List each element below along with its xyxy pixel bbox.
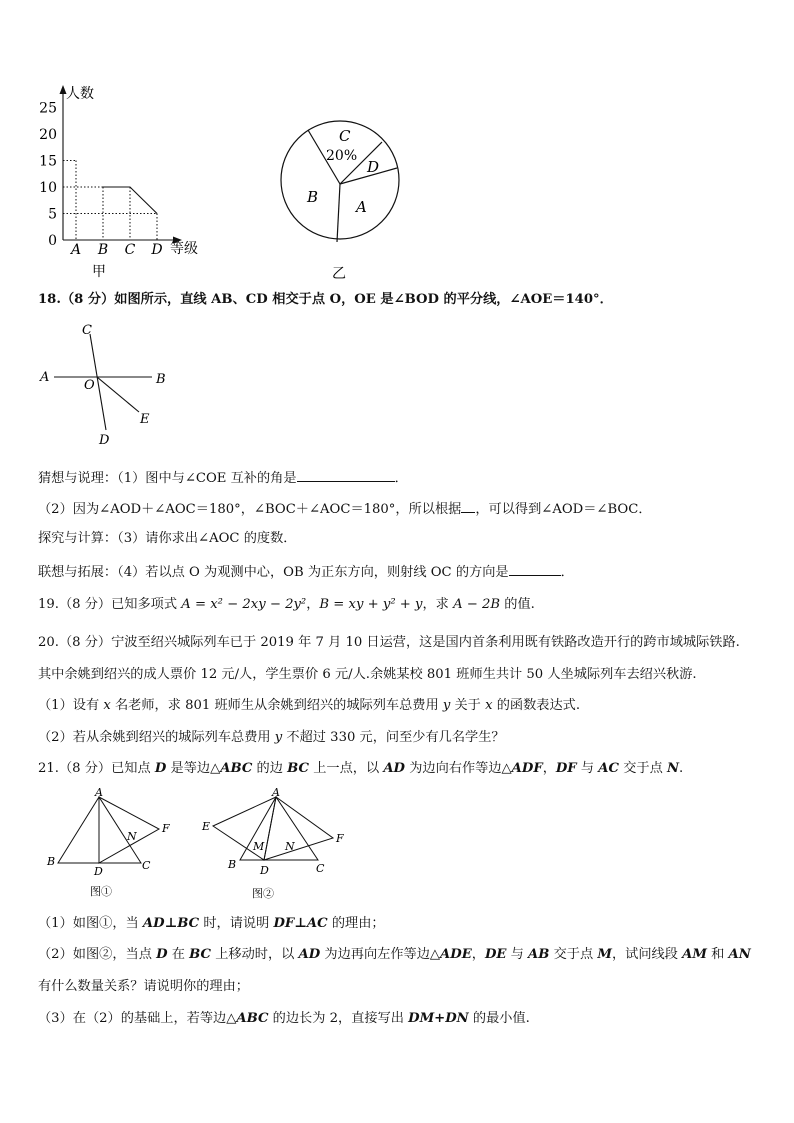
point-label-c: C xyxy=(82,323,92,338)
y-axis-label: 人数 xyxy=(66,86,94,102)
x-category-label: A xyxy=(70,242,82,258)
chart-yi xyxy=(270,118,410,288)
q18-part3: 探究与计算：（3）请你求出∠AOC 的度数． xyxy=(38,531,297,546)
y-tick-label: 0 xyxy=(48,233,57,249)
answer-blank-3 xyxy=(509,562,561,576)
chart-yi-caption: 乙 xyxy=(332,266,346,282)
y-tick-label: 25 xyxy=(39,100,57,117)
q18-part4: 联想与拓展：（4）若以点 O 为观测中心，OB 为正东方向，则射线 OC 的方向是 ． xyxy=(38,562,574,582)
q21-stem: 21.（8 分）已知点 D 是等边△ABC 的边 BC 上一点，以 AD 为边向右作等边△ADF，DF 与 AC 交于点 N. xyxy=(38,761,684,776)
chart-jia xyxy=(30,80,220,290)
q18-stem: 18.（8 分）如图所示，直线 AB、CD 相交于点 O，OE 是∠BOD 的平分线，∠AOE＝140°． xyxy=(38,292,613,307)
answer-blank-1 xyxy=(297,468,395,482)
fig1-caption: 图① xyxy=(90,885,112,898)
q21-part3: （3）在（2）的基础上，若等边△ABC 的边长为 2，直接写出 DM+DN 的最小值. xyxy=(38,1011,530,1026)
q20-part1: （1）设有 x 名老师，求 801 班师生从余姚到绍兴的城际列车总费用 y 关于 x 的函数表达式. xyxy=(38,698,581,713)
triangle-ade xyxy=(213,797,276,860)
pie-label-b: B xyxy=(307,188,319,206)
q21-part2: （2）如图②，当点 D 在 BC 上移动时，以 AD 为边再向左作等边△ADE，DE 与 AB 交于点 M，试问线段 AM 和 AN xyxy=(38,947,751,962)
pie-label-a: A xyxy=(356,198,367,216)
fig1-label-f: F xyxy=(162,822,170,835)
fig1-label-c: C xyxy=(142,859,151,872)
fig1-label-d: D xyxy=(94,865,103,878)
q21-figure-2 xyxy=(196,788,366,903)
fig1-label-a: A xyxy=(95,788,103,799)
q18-figure xyxy=(36,320,176,450)
q21-part2-cont: 有什么数量关系？请说明你的理由； xyxy=(38,979,249,994)
q21-part1: （1）如图①，当 AD⊥BC 时，请说明 DF⊥AC 的理由； xyxy=(38,916,385,931)
x-axis-label: 等级 xyxy=(170,241,198,257)
y-tick-label: 5 xyxy=(48,206,57,223)
pie-label-d: D xyxy=(367,158,380,176)
fig2-label-e: E xyxy=(202,820,211,833)
q20-line1: 20.（8 分）宁波至绍兴城际列车已于 2019 年 7 月 10 日运营，这是国内首条利用既有铁路改造开行的跨市域城际铁路. xyxy=(38,635,740,650)
fig2-caption: 图② xyxy=(252,887,274,900)
point-label-b: B xyxy=(156,372,166,387)
x-category-label: C xyxy=(124,242,136,258)
fig1-label-b: B xyxy=(47,855,56,868)
triangle-abc xyxy=(240,797,318,860)
ray-oe xyxy=(97,377,139,412)
triangle-adf xyxy=(264,797,333,860)
chart-jia-caption: 甲 xyxy=(92,264,106,280)
point-label-a: A xyxy=(40,370,50,385)
q18-part2: （2）因为∠AOD＋∠AOC＝180°，∠BOC＋∠AOC＝180°，所以根据 ，可以得到∠AOD＝∠BOC． xyxy=(38,499,652,519)
y-ticks xyxy=(39,101,57,250)
y-tick-label: 15 xyxy=(39,153,57,170)
y-tick-label: 20 xyxy=(39,127,57,143)
point-label-d: D xyxy=(99,433,110,448)
x-category-label: D xyxy=(151,242,163,258)
fig1-label-n: N xyxy=(127,830,137,843)
x-category-label: B xyxy=(97,242,109,258)
q20-part2: （2）若从余姚到绍兴的城际列车总费用 y 不超过 330 元，问至少有几名学生？ xyxy=(38,730,505,745)
fig2-label-d: D xyxy=(260,864,269,877)
fig2-label-c: C xyxy=(316,862,325,875)
q18-part1: 猜想与说理：（1）图中与∠COE 互补的角是 ． xyxy=(38,468,408,488)
fig2-label-a: A xyxy=(272,788,280,799)
point-label-o: O xyxy=(84,378,95,393)
point-label-e: E xyxy=(140,412,150,427)
q19-stem: 19.（8 分）已知多项式 A = x² − 2xy − 2y²，B = xy + y² + y，求 A − 2B 的值. xyxy=(38,597,535,612)
y-tick-label: 10 xyxy=(39,180,57,196)
answer-blank-2 xyxy=(461,499,475,513)
fig2-label-m: M xyxy=(253,840,265,853)
fig2-label-b: B xyxy=(228,858,237,871)
chart-jia-axes xyxy=(63,92,176,240)
fig2-label-f: F xyxy=(336,832,344,845)
fig2-label-n: N xyxy=(285,840,295,853)
x-categories xyxy=(69,242,163,258)
pie-radius-a-b xyxy=(337,184,340,242)
q21-figure-1 xyxy=(42,788,182,903)
pie-label-c: C xyxy=(339,127,351,145)
q20-line2: 其中余姚到绍兴的成人票价 12 元/人，学生票价 6 元/人.余姚某校 801 班师生共计 50 人坐城际列车去绍兴秋游. xyxy=(38,667,697,682)
pie-label-percent: 20% xyxy=(326,148,358,164)
